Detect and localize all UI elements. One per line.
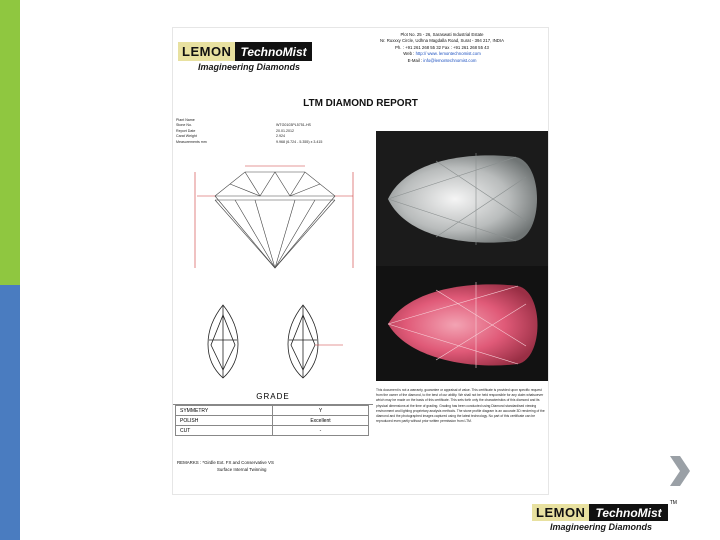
web-link[interactable]: http:// www. lemontechnomist.com xyxy=(415,51,481,57)
info-row xyxy=(176,140,381,145)
info-value: 20.01.2012 xyxy=(276,128,294,133)
info-label: Report Date xyxy=(176,128,196,133)
grade-value: Y xyxy=(273,406,369,416)
chevron-right-icon[interactable] xyxy=(668,456,690,486)
grade-section xyxy=(173,390,373,436)
remarks-line-1: REMARKS : *Girdle Ext. FX and Conservative VS xyxy=(177,460,274,465)
remarks xyxy=(177,459,274,473)
footer-logo xyxy=(526,496,720,540)
pear-outline-drawings xyxy=(193,300,353,385)
email-link[interactable]: info@lemontechnomist.com xyxy=(423,57,477,63)
table-row xyxy=(176,416,369,426)
info-label: Measurements mm xyxy=(176,139,207,144)
diamond-report-document xyxy=(172,27,549,495)
address-line-3: Ph. : +91 261 268 55 32 Fax : +91 261 268 55 43 xyxy=(395,44,489,50)
footer-logo-lemon-text: LEMON xyxy=(532,504,589,521)
footer-logo-tagline: Imagineering Diamonds xyxy=(550,522,653,532)
address-line-1: Plot No. 25 - 26, Saraswati Industrial Estate xyxy=(400,32,484,37)
address-line-2: Nr. Ruxxxy Circle, Udhna Magdalla Road, Surat - 394 217, INDIA xyxy=(380,38,504,44)
info-value: WTG0103PL5751-HS xyxy=(276,123,311,128)
grade-label: POLISH xyxy=(176,416,273,426)
table-row xyxy=(176,426,369,436)
grade-value: - xyxy=(273,426,369,436)
grade-label: CUT xyxy=(176,426,273,436)
grade-value: Excellent xyxy=(273,416,369,426)
web-label: Web : xyxy=(403,51,415,57)
pink-diamond-image xyxy=(376,266,548,381)
footer-logo-technomist-text: TechnoMist xyxy=(589,504,667,521)
logo-lemon-text: LEMON xyxy=(178,42,235,61)
disclaimer-text: This document is not a warranty, guarantee or appraisal of value. This certificate is provided upon specific request from the owner of the diamond, to the best of our ability. We shall not be held responsible for any claim whatsoever which may be made on the basis of this certificate. This sets forth only the characteristics of this diamond and its physical dimensions at the time of grading. Grading has been conducted using Diamond standardised viewing environment and lighting proprietary analysis methods. The stone profile diagram is an accurate 3D rendering of the diamond and the photographed images captured using the latest technology. No part of this certificate can be reproduced even partly without prior written permission from LTM. xyxy=(376,388,545,424)
grade-label: SYMMETRY xyxy=(176,406,273,416)
grade-title: GRADE xyxy=(173,390,373,405)
email-label: E-Mail : xyxy=(407,57,423,63)
stone-info xyxy=(176,118,381,145)
info-value: 2.924 xyxy=(276,134,285,139)
blue-side-band xyxy=(0,285,20,540)
info-label: Carat Weight xyxy=(176,134,197,139)
company-address xyxy=(342,32,542,64)
grade-table xyxy=(175,405,369,436)
header-logo xyxy=(178,42,312,72)
diamond-profile-diagram xyxy=(175,158,373,298)
table-row xyxy=(176,406,369,416)
remarks-line-2: Surface Internal Twinning xyxy=(217,467,267,472)
logo-tagline: Imagineering Diamonds xyxy=(198,62,301,72)
trademark-mark: TM xyxy=(669,500,677,506)
report-title: LTM DIAMOND REPORT xyxy=(303,98,418,109)
logo-technomist-text: TechnoMist xyxy=(235,42,311,61)
info-value: 9.968 (6.724 - 5.355) x 3.415 xyxy=(276,139,323,144)
info-label: Plant Name xyxy=(176,118,195,122)
white-diamond-image xyxy=(376,131,548,266)
green-side-band xyxy=(0,0,20,285)
info-label: Stone No. xyxy=(176,123,192,128)
